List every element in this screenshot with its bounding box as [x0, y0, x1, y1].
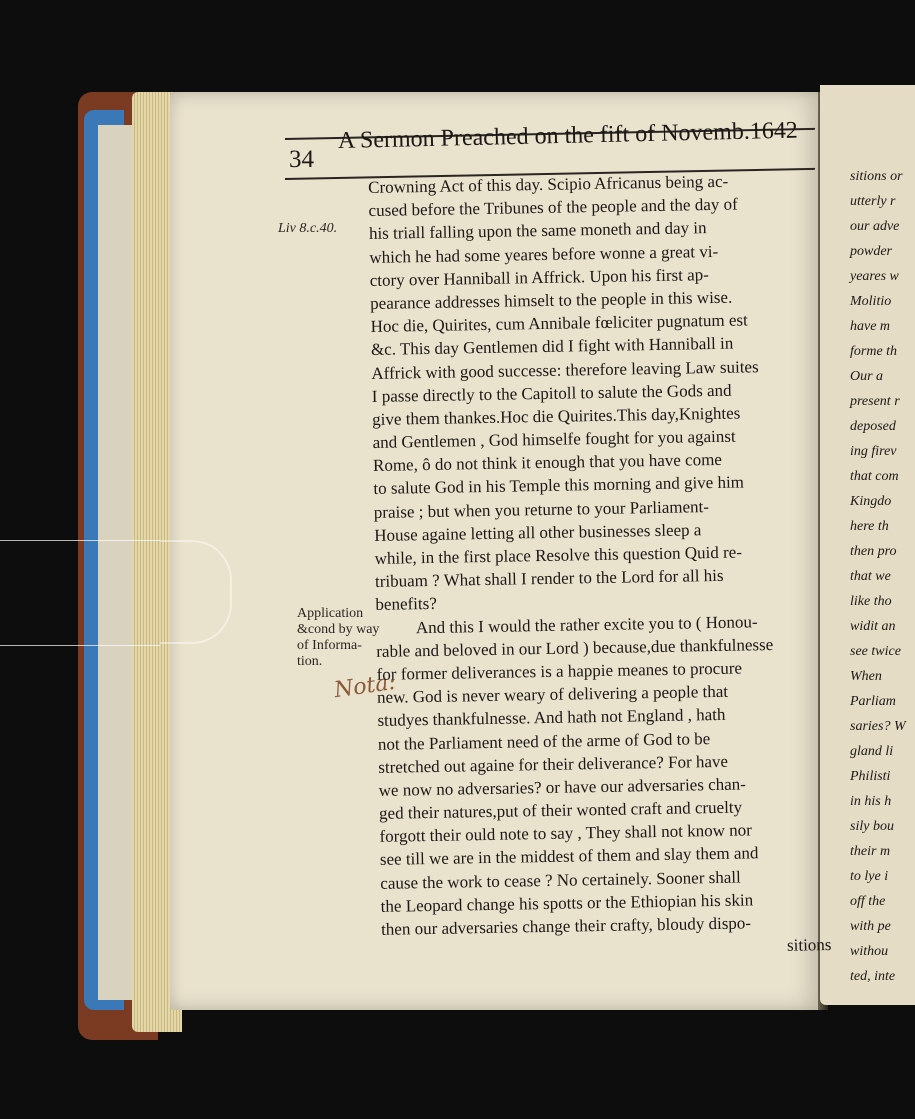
- handwritten-nota: Nota:: [332, 669, 398, 704]
- text-line: which he had some yeares before wonne a great vi-: [369, 241, 719, 267]
- right-page-line: like tho: [850, 594, 892, 609]
- text-line: And this I would the rather excite you to ( Honou-: [415, 611, 758, 637]
- text-line: praise ; but when you returne to your Parliament-: [373, 496, 710, 522]
- right-page-line: gland li: [850, 744, 894, 759]
- text-line: studyes thankfulnesse. And hath not England , hath: [377, 705, 726, 731]
- page-number: 34: [289, 146, 314, 173]
- right-page-line: here th: [850, 519, 889, 534]
- margin-application-line: of Informa-: [297, 638, 362, 653]
- margin-application-line: tion.: [297, 654, 323, 669]
- margin-application-note: [297, 606, 379, 670]
- text-line: see till we are in the middest of them and slay them and: [379, 843, 759, 870]
- right-page-line: powder: [850, 244, 892, 259]
- right-page-line: our adve: [850, 219, 900, 234]
- right-page-line: widit an: [850, 619, 896, 634]
- right-page-line: to lye i: [850, 869, 889, 884]
- text-line: his triall falling upon the same moneth and day in: [368, 218, 707, 244]
- right-page-line: utterly r: [850, 194, 896, 209]
- text-line: not the Parliament need of the arme of God to be: [377, 728, 711, 754]
- text-line: for former deliverances is a happie meanes to procure: [376, 658, 743, 684]
- text-line: forgott their ould note to say , They shall not know nor: [379, 820, 752, 847]
- margin-application-line: &cond by way: [297, 622, 380, 637]
- text-line: Affrick with good successe: therefore leaving Law suites: [371, 356, 759, 383]
- text-line: Hoc die, Quirites, cum Annibale fœliciter pugnatum est: [370, 310, 748, 337]
- text-line: while, in the first place Resolve this question Quid re-: [374, 542, 743, 568]
- sermon-body-text: [368, 170, 832, 966]
- text-line: Crowning Act of this day. Scipio Africanus being ac-: [368, 171, 729, 197]
- text-line: benefits?: [375, 594, 437, 615]
- right-page-line: Philisti: [850, 769, 891, 784]
- right-page-line: Molitio: [850, 294, 892, 309]
- text-line: to salute God in his Temple this morning and give him: [373, 472, 745, 499]
- text-line: stretched out againe for their deliverance? For have: [378, 751, 729, 777]
- right-page-line: ted, inte: [850, 969, 896, 984]
- right-page-line: Kingdo: [850, 494, 892, 509]
- right-page-line: ing firev: [850, 444, 897, 459]
- text-line: House againe letting all other businesses sleep a: [374, 520, 702, 545]
- text-line: new. God is never weary of delivering a people that: [376, 681, 729, 708]
- right-page-line: that we: [850, 569, 891, 584]
- right-page-line: When: [850, 669, 882, 684]
- right-page-line: present r: [850, 394, 900, 409]
- text-line: rable and beloved in our Lord ) because,due thankfulnesse: [376, 634, 774, 661]
- text-line: the Leopard change his spotts or the Ethiopian his skin: [380, 890, 754, 916]
- text-line: sitions: [786, 935, 832, 955]
- text-line: ctory over Hanniball in Affrick. Upon his first ap-: [369, 264, 710, 290]
- running-title: A Sermon Preached on the fift of Novemb.1642: [337, 117, 799, 154]
- right-page-line: then pro: [850, 544, 897, 559]
- right-page-line: in his h: [850, 794, 892, 809]
- text-line: and Gentlemen , God himselfe fought for you against: [372, 426, 736, 453]
- right-page-line: Parliam: [850, 694, 896, 709]
- right-page-line: with pe: [850, 919, 891, 934]
- text-line: then our adversaries change their crafty, bloudy dispo-: [380, 913, 752, 939]
- text-line: Rome, ô do not think it enough that you have come: [372, 450, 723, 476]
- margin-reference: Liv 8.c.40.: [278, 221, 338, 236]
- right-page-line: deposed: [850, 419, 896, 434]
- right-page-line: withou: [850, 944, 889, 959]
- bookmark-thread-loop: [160, 540, 232, 644]
- right-page-line: sily bou: [850, 819, 894, 834]
- right-page-line: see twice: [850, 644, 901, 659]
- right-page-line: sitions or: [850, 169, 903, 184]
- right-page-line: Our a: [850, 369, 884, 384]
- text-line: cused before the Tribunes of the people and the day of: [368, 194, 738, 221]
- text-line: I passe directly to the Capitoll to salute the Gods and: [371, 380, 732, 406]
- right-page-line: that com: [850, 469, 899, 484]
- right-page: [820, 85, 915, 1005]
- right-page-line: off the: [850, 894, 886, 909]
- text-line: give them thankes.Hoc die Quirites.This day,Knightes: [372, 403, 741, 429]
- text-line: cause the work to cease ? No certainely. Sooner shall: [380, 867, 741, 893]
- text-line: we now no adversaries? or have our adversaries chan-: [378, 774, 747, 800]
- text-line: pearance addresses himselt to the people in this wise.: [370, 287, 733, 313]
- right-page-line: have m: [850, 319, 891, 334]
- bookmark-thread: [0, 540, 160, 541]
- right-page-line: saries? W: [850, 719, 906, 734]
- bookmark-thread: [0, 645, 160, 646]
- margin-application-line: Application: [297, 606, 364, 621]
- right-page-text: [820, 169, 915, 994]
- text-line: &c. This day Gentlemen did I fight with Hanniball in: [370, 333, 734, 360]
- right-page-line: forme th: [850, 344, 898, 359]
- text-line: tribuam ? What shall I render to the Lord for all his: [374, 566, 724, 592]
- right-page-line: their m: [850, 844, 891, 859]
- text-line: ged their natures,put of their wonted craft and cruelty: [378, 797, 743, 823]
- right-page-line: yeares w: [850, 269, 899, 284]
